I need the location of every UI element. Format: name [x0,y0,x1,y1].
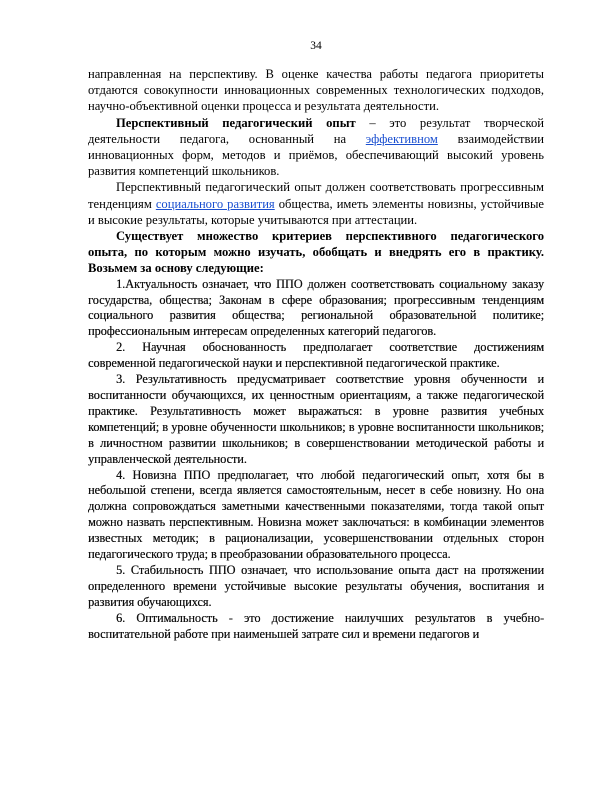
link-effective[interactable]: эффективном [365,131,438,146]
definition-text-after-link: взаимодействии инновационных форм, методов и приёмов, обеспечивающий высокий уровень развития компетенций школьников. [88,131,544,179]
criterion-relevance: 1.Актуальность означает, что ППО должен соответствовать социальному заказу государства, общества; Законам в сфере образования; прогрессивным тенденциям социального развития общества; региональной образовательной политике; профессиональным интересам определенных категорий педагогов. [88,276,544,339]
document-page [88,0,544,792]
paragraph-criteria-intro: Существует множество критериев перспективного педагогического опыта, по которым можно изучать, обобщать и внедрять его в практику. Возьмем за основу следующие: [88,229,544,276]
page-body [88,66,544,642]
paragraph-intro-continued: направленная на перспективу. В оценке качества работы педагога приоритеты отдаются совокупности инновационных современных технологических подходов, научно-объективной оценки процесса и результата деятельности. [88,67,544,114]
definition-text-before-link: – это результат творческой деятельности педагога, основанный на [88,115,544,146]
link-social-development[interactable]: социального развития [155,196,275,211]
criterion-effectiveness: 3. Результативность предусматривает соответствие уровня обученности и воспитанности обучающихся, их ценностным ориентациям, а также педагогической практике. Результативность может выражаться: в уровне развития учебных компетенций; в уровне обученности школьников; в уровне воспитанности школьников; в личностном развитии школьников; в совершенствовании методической работы и управленческой деятельности. [88,372,544,466]
definition-term: Перспективный педагогический опыт [116,115,356,130]
criterion-optimality: 6. Оптимальность - это достижение наилучших результатов в учебно-воспитательной работе при наименьшей затрате сил и времени педагогов и [88,610,544,641]
paragraph-definition [88,115,544,180]
requirements-text-before-link: Перспективный педагогический опыт должен соответствовать прогрессивным тенденциям [88,180,544,211]
page-number: 34 [310,40,322,52]
criteria-list [88,277,544,643]
criterion-stability: 5. Стабильность ППО означает, что использование опыта даст на протяжении определенного времени устойчивые высокие результаты обучения, воспитания и развития обучающихся. [88,562,544,609]
paragraph-requirements [88,179,544,228]
requirements-text-after-link: общества, иметь элементы новизны, устойчивые и высокие результаты, которые учитываются при аттестации. [88,196,544,227]
criterion-scientific-validity: 2. Научная обоснованность предполагает соответствие достижениям современной педагогической науки и перспективной педагогической практике. [88,340,544,371]
criterion-novelty: 4. Новизна ППО предполагает, что любой педагогический опыт, хотя бы в небольшой степени, всегда является самостоятельным, несет в себе новизну. Но она должна сопровождаться заметными качественными показателями, тогда такой опыт можно назвать перспективным. Новизна может заключаться: в комбинации элементов известных методик; в рационализации, усовершенствовании отдельных сторон педагогического труда; в преобразовании образовательного процесса. [88,467,544,562]
